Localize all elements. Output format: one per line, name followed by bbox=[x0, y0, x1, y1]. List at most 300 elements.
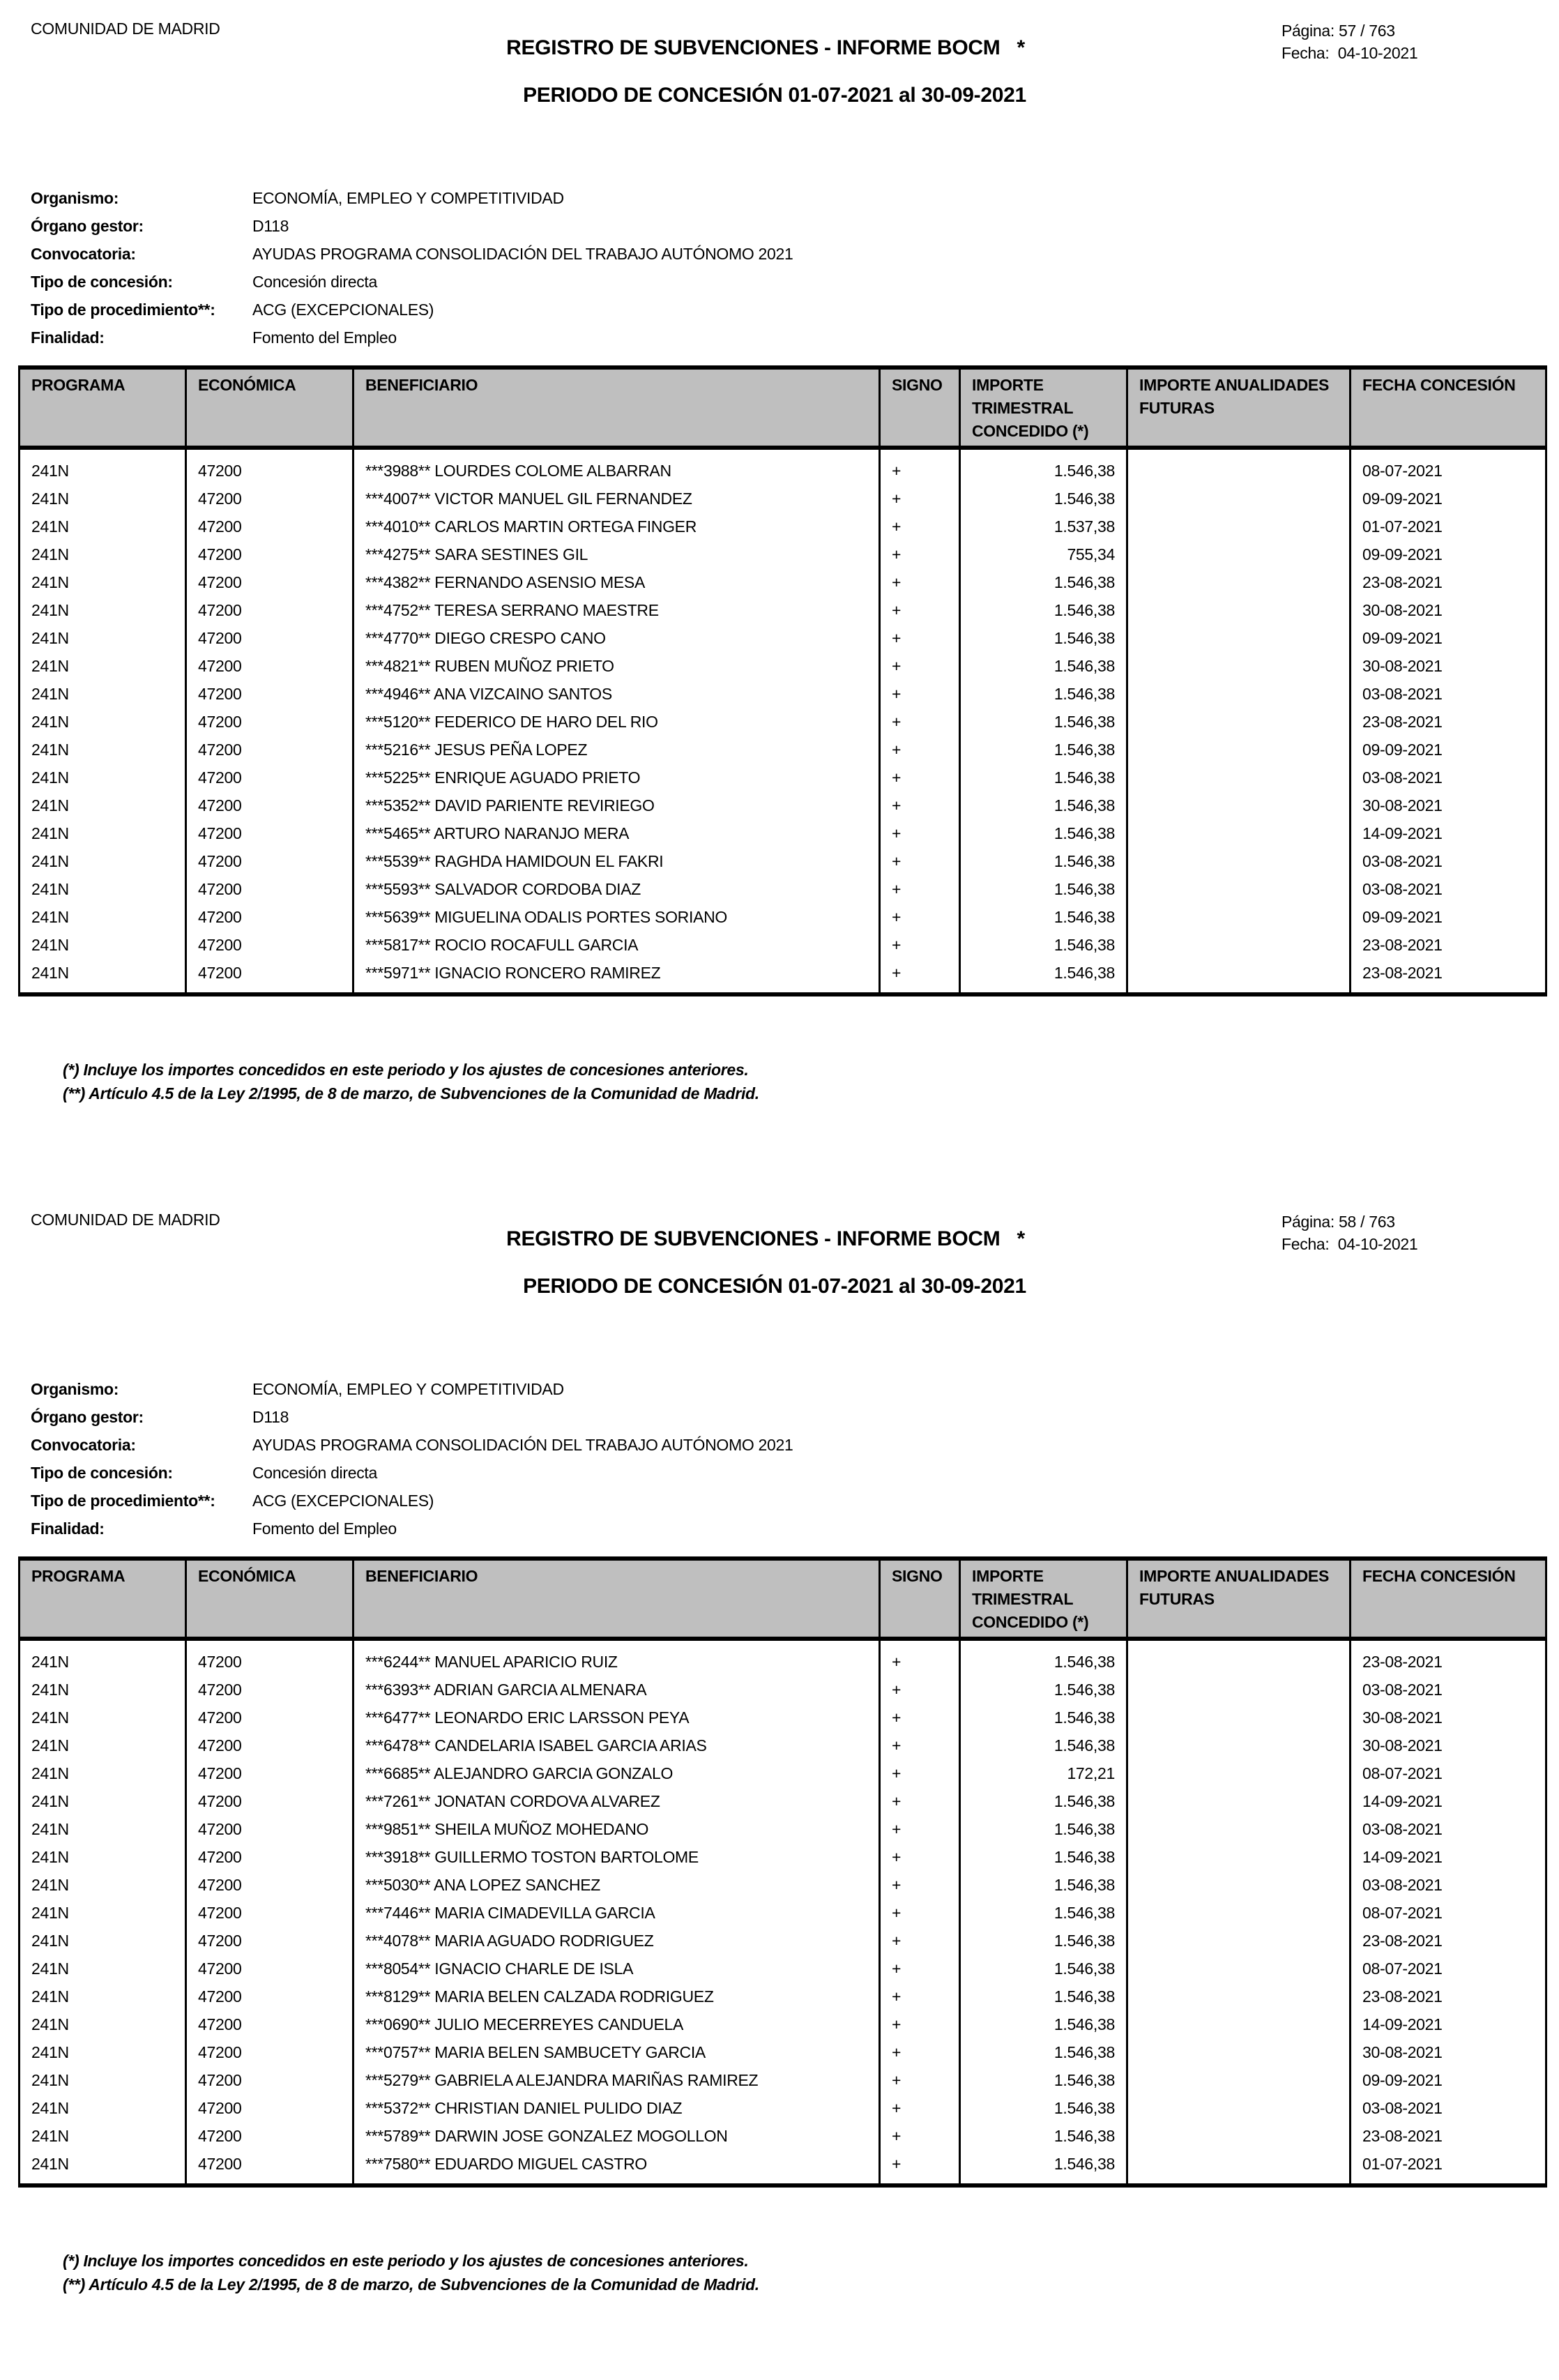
table-row bbox=[20, 485, 1546, 513]
col-fecha-concesion: 03-08-2021 bbox=[1351, 764, 1546, 791]
col-fecha-concesion: 09-09-2021 bbox=[1351, 540, 1546, 568]
col-importe-futuras bbox=[1127, 1927, 1351, 1955]
spacer-cell bbox=[960, 2178, 1127, 2185]
col-programa: 241N bbox=[20, 596, 186, 624]
meta-convocatoria bbox=[31, 1431, 793, 1459]
col-beneficiario: ***5279** GABRIELA ALEJANDRA MARIÑAS RAMIREZ bbox=[353, 2066, 880, 2094]
page-info bbox=[1282, 1211, 1417, 1255]
table-row bbox=[20, 680, 1546, 708]
col-beneficiario: ***6685** ALEJANDRO GARCIA GONZALO bbox=[353, 1759, 880, 1787]
table-row bbox=[20, 2122, 1546, 2150]
col-signo: + bbox=[880, 903, 960, 931]
organization-name: COMUNIDAD DE MADRID bbox=[31, 1211, 220, 1229]
table-row bbox=[20, 652, 1546, 680]
col-programa: 241N bbox=[20, 1983, 186, 2010]
col-fecha-concesion: 30-08-2021 bbox=[1351, 596, 1546, 624]
meta-label: Tipo de procedimiento**: bbox=[31, 301, 215, 319]
col-importe-futuras bbox=[1127, 652, 1351, 680]
col-beneficiario: ***0757** MARIA BELEN SAMBUCETY GARCIA bbox=[353, 2038, 880, 2066]
table-row bbox=[20, 1927, 1546, 1955]
col-signo: + bbox=[880, 1676, 960, 1704]
meta-finalidad bbox=[31, 324, 793, 351]
meta-tipo-concesion bbox=[31, 268, 793, 296]
col-importe-futuras bbox=[1127, 764, 1351, 791]
col-programa: 241N bbox=[20, 1955, 186, 1983]
col-fecha-concesion: 09-09-2021 bbox=[1351, 624, 1546, 652]
meta-tipo-procedimiento bbox=[31, 1487, 793, 1515]
col-beneficiario: ***0690** JULIO MECERREYES CANDUELA bbox=[353, 2010, 880, 2038]
col-fecha-concesion: 30-08-2021 bbox=[1351, 1731, 1546, 1759]
spacer-cell bbox=[1351, 2178, 1546, 2185]
col-beneficiario: ***5639** MIGUELINA ODALIS PORTES SORIANO bbox=[353, 903, 880, 931]
spacer-cell bbox=[186, 987, 353, 994]
col-importe-futuras bbox=[1127, 624, 1351, 652]
col-importe-futuras bbox=[1127, 1639, 1351, 1676]
col-importe-futuras bbox=[1127, 1843, 1351, 1871]
col-programa: 241N bbox=[20, 1639, 186, 1676]
header-col-beneficiario: BENEFICIARIO bbox=[353, 367, 880, 448]
col-signo: + bbox=[880, 680, 960, 708]
table-row bbox=[20, 2150, 1546, 2178]
table-row bbox=[20, 568, 1546, 596]
col-beneficiario: ***5216** JESUS PEÑA LOPEZ bbox=[353, 736, 880, 764]
col-importe-trimestral: 1.546,38 bbox=[960, 2150, 1127, 2178]
col-beneficiario: ***5352** DAVID PARIENTE REVIRIEGO bbox=[353, 791, 880, 819]
col-fecha-concesion: 01-07-2021 bbox=[1351, 513, 1546, 540]
col-signo: + bbox=[880, 1787, 960, 1815]
concession-period-text: PERIODO DE CONCESIÓN 01-07-2021 al 30-09-2021 bbox=[523, 1275, 1026, 1298]
table-row bbox=[20, 791, 1546, 819]
spacer-cell bbox=[1127, 2178, 1351, 2185]
col-importe-trimestral: 1.546,38 bbox=[960, 448, 1127, 485]
report-title-text: REGISTRO DE SUBVENCIONES - INFORME BOCM * bbox=[506, 1227, 1025, 1250]
col-importe-trimestral: 1.546,38 bbox=[960, 2038, 1127, 2066]
col-importe-futuras bbox=[1127, 1704, 1351, 1731]
col-importe-trimestral: 755,34 bbox=[960, 540, 1127, 568]
col-importe-trimestral: 1.546,38 bbox=[960, 1955, 1127, 1983]
col-beneficiario: ***5817** ROCIO ROCAFULL GARCIA bbox=[353, 931, 880, 959]
table-row bbox=[20, 736, 1546, 764]
col-economica: 47200 bbox=[186, 1759, 353, 1787]
col-importe-futuras bbox=[1127, 513, 1351, 540]
col-beneficiario: ***4946** ANA VIZCAINO SANTOS bbox=[353, 680, 880, 708]
col-economica: 47200 bbox=[186, 736, 353, 764]
col-importe-trimestral: 1.546,38 bbox=[960, 736, 1127, 764]
col-signo: + bbox=[880, 652, 960, 680]
col-fecha-concesion: 23-08-2021 bbox=[1351, 1927, 1546, 1955]
col-economica: 47200 bbox=[186, 1676, 353, 1704]
col-economica: 47200 bbox=[186, 2038, 353, 2066]
col-fecha-concesion: 08-07-2021 bbox=[1351, 1955, 1546, 1983]
table-row bbox=[20, 596, 1546, 624]
table-row bbox=[20, 1704, 1546, 1731]
col-programa: 241N bbox=[20, 1731, 186, 1759]
header-col-fecha-concesion: FECHA CONCESIÓN bbox=[1351, 367, 1546, 448]
col-signo: + bbox=[880, 931, 960, 959]
col-signo: + bbox=[880, 596, 960, 624]
col-importe-trimestral: 1.546,38 bbox=[960, 791, 1127, 819]
col-signo: + bbox=[880, 1731, 960, 1759]
meta-finalidad bbox=[31, 1515, 793, 1543]
table-row bbox=[20, 1759, 1546, 1787]
col-importe-futuras bbox=[1127, 875, 1351, 903]
table-row bbox=[20, 2094, 1546, 2122]
col-fecha-concesion: 03-08-2021 bbox=[1351, 1815, 1546, 1843]
report-date-value: 04-10-2021 bbox=[1337, 44, 1418, 62]
meta-value: D118 bbox=[252, 1408, 289, 1426]
col-programa: 241N bbox=[20, 1815, 186, 1843]
spacer-cell bbox=[1351, 987, 1546, 994]
col-programa: 241N bbox=[20, 1759, 186, 1787]
col-importe-futuras bbox=[1127, 1871, 1351, 1899]
col-fecha-concesion: 14-09-2021 bbox=[1351, 1787, 1546, 1815]
col-economica: 47200 bbox=[186, 568, 353, 596]
col-importe-trimestral: 172,21 bbox=[960, 1759, 1127, 1787]
col-fecha-concesion: 23-08-2021 bbox=[1351, 1983, 1546, 2010]
col-beneficiario: ***5120** FEDERICO DE HARO DEL RIO bbox=[353, 708, 880, 736]
spacer-cell bbox=[186, 2178, 353, 2185]
col-importe-trimestral: 1.546,38 bbox=[960, 1983, 1127, 2010]
header-col-programa: PROGRAMA bbox=[20, 367, 186, 448]
col-importe-futuras bbox=[1127, 1731, 1351, 1759]
col-beneficiario: ***4078** MARIA AGUADO RODRIGUEZ bbox=[353, 1927, 880, 1955]
footnotes bbox=[63, 2249, 759, 2296]
col-importe-futuras bbox=[1127, 959, 1351, 987]
meta-value: AYUDAS PROGRAMA CONSOLIDACIÓN DEL TRABAJO AUTÓNOMO 2021 bbox=[252, 1436, 793, 1454]
col-beneficiario: ***6477** LEONARDO ERIC LARSSON PEYA bbox=[353, 1704, 880, 1731]
spacer-cell bbox=[353, 2178, 880, 2185]
col-importe-trimestral: 1.546,38 bbox=[960, 596, 1127, 624]
col-signo: + bbox=[880, 819, 960, 847]
page-number-label: Página: bbox=[1282, 1213, 1334, 1231]
footnote-procedimiento: (**) Artículo 4.5 de la Ley 2/1995, de 8 de marzo, de Subvenciones de la Comunidad de Madrid. bbox=[63, 1084, 759, 1102]
table-body bbox=[20, 448, 1546, 994]
col-beneficiario: ***4010** CARLOS MARTIN ORTEGA FINGER bbox=[353, 513, 880, 540]
col-signo: + bbox=[880, 2038, 960, 2066]
col-importe-futuras bbox=[1127, 903, 1351, 931]
col-importe-trimestral: 1.546,38 bbox=[960, 652, 1127, 680]
col-economica: 47200 bbox=[186, 540, 353, 568]
table-row bbox=[20, 2038, 1546, 2066]
col-beneficiario: ***6478** CANDELARIA ISABEL GARCIA ARIAS bbox=[353, 1731, 880, 1759]
table-header-row bbox=[20, 367, 1546, 448]
concession-period bbox=[0, 84, 1559, 107]
col-importe-futuras bbox=[1127, 736, 1351, 764]
col-importe-futuras bbox=[1127, 791, 1351, 819]
col-importe-trimestral: 1.546,38 bbox=[960, 764, 1127, 791]
col-importe-trimestral: 1.546,38 bbox=[960, 959, 1127, 987]
meta-convocatoria bbox=[31, 240, 793, 268]
col-programa: 241N bbox=[20, 624, 186, 652]
col-beneficiario: ***7261** JONATAN CORDOVA ALVAREZ bbox=[353, 1787, 880, 1815]
table-row bbox=[20, 513, 1546, 540]
table-row bbox=[20, 1639, 1546, 1676]
col-beneficiario: ***4752** TERESA SERRANO MAESTRE bbox=[353, 596, 880, 624]
col-beneficiario: ***8129** MARIA BELEN CALZADA RODRIGUEZ bbox=[353, 1983, 880, 2010]
page-number-label: Página: bbox=[1282, 22, 1334, 40]
table-row bbox=[20, 2066, 1546, 2094]
report-date-label: Fecha: bbox=[1282, 1235, 1330, 1253]
concession-period bbox=[0, 1275, 1559, 1298]
col-importe-trimestral: 1.546,38 bbox=[960, 819, 1127, 847]
col-importe-trimestral: 1.546,38 bbox=[960, 903, 1127, 931]
col-programa: 241N bbox=[20, 764, 186, 791]
col-economica: 47200 bbox=[186, 959, 353, 987]
col-importe-trimestral: 1.546,38 bbox=[960, 1731, 1127, 1759]
col-economica: 47200 bbox=[186, 708, 353, 736]
col-beneficiario: ***5971** IGNACIO RONCERO RAMIREZ bbox=[353, 959, 880, 987]
col-importe-trimestral: 1.546,38 bbox=[960, 680, 1127, 708]
meta-label: Tipo de concesión: bbox=[31, 273, 173, 291]
header-col-importe-futuras: IMPORTE ANUALIDADES FUTURAS bbox=[1127, 1559, 1351, 1639]
col-signo: + bbox=[880, 448, 960, 485]
col-importe-trimestral: 1.546,38 bbox=[960, 875, 1127, 903]
col-programa: 241N bbox=[20, 1871, 186, 1899]
col-economica: 47200 bbox=[186, 448, 353, 485]
col-programa: 241N bbox=[20, 708, 186, 736]
table-row bbox=[20, 1955, 1546, 1983]
col-beneficiario: ***3918** GUILLERMO TOSTON BARTOLOME bbox=[353, 1843, 880, 1871]
col-signo: + bbox=[880, 540, 960, 568]
table-row bbox=[20, 903, 1546, 931]
col-beneficiario: ***5465** ARTURO NARANJO MERA bbox=[353, 819, 880, 847]
table-row bbox=[20, 819, 1546, 847]
col-signo: + bbox=[880, 1927, 960, 1955]
col-importe-futuras bbox=[1127, 680, 1351, 708]
col-signo: + bbox=[880, 764, 960, 791]
meta-value: ACG (EXCEPCIONALES) bbox=[252, 1492, 434, 1510]
col-fecha-concesion: 08-07-2021 bbox=[1351, 448, 1546, 485]
col-programa: 241N bbox=[20, 847, 186, 875]
table-body bbox=[20, 1639, 1546, 2185]
meta-label: Organismo: bbox=[31, 189, 119, 207]
col-signo: + bbox=[880, 1955, 960, 1983]
col-signo: + bbox=[880, 2094, 960, 2122]
col-importe-trimestral: 1.546,38 bbox=[960, 1815, 1127, 1843]
col-importe-futuras bbox=[1127, 540, 1351, 568]
table-row bbox=[20, 764, 1546, 791]
table-row bbox=[20, 708, 1546, 736]
table-row bbox=[20, 1871, 1546, 1899]
col-fecha-concesion: 03-08-2021 bbox=[1351, 2094, 1546, 2122]
col-beneficiario: ***4382** FERNANDO ASENSIO MESA bbox=[353, 568, 880, 596]
col-beneficiario: ***9851** SHEILA MUÑOZ MOHEDANO bbox=[353, 1815, 880, 1843]
page-number bbox=[1282, 1211, 1417, 1233]
col-fecha-concesion: 30-08-2021 bbox=[1351, 791, 1546, 819]
col-fecha-concesion: 14-09-2021 bbox=[1351, 1843, 1546, 1871]
meta-label: Tipo de procedimiento**: bbox=[31, 1492, 215, 1510]
col-economica: 47200 bbox=[186, 1787, 353, 1815]
col-importe-trimestral: 1.546,38 bbox=[960, 1871, 1127, 1899]
col-programa: 241N bbox=[20, 2066, 186, 2094]
col-fecha-concesion: 03-08-2021 bbox=[1351, 847, 1546, 875]
meta-value: Concesión directa bbox=[252, 273, 378, 291]
col-economica: 47200 bbox=[186, 485, 353, 513]
table-row bbox=[20, 1787, 1546, 1815]
col-signo: + bbox=[880, 1639, 960, 1676]
col-programa: 241N bbox=[20, 485, 186, 513]
col-programa: 241N bbox=[20, 819, 186, 847]
col-programa: 241N bbox=[20, 1843, 186, 1871]
col-importe-trimestral: 1.546,38 bbox=[960, 1927, 1127, 1955]
header-col-fecha-concesion: FECHA CONCESIÓN bbox=[1351, 1559, 1546, 1639]
col-fecha-concesion: 03-08-2021 bbox=[1351, 680, 1546, 708]
col-importe-futuras bbox=[1127, 1759, 1351, 1787]
table-header-row bbox=[20, 1559, 1546, 1639]
header-col-importe-trimestral: IMPORTE TRIMESTRAL CONCEDIDO (*) bbox=[960, 1559, 1127, 1639]
report-page-2 bbox=[0, 1191, 1559, 2380]
page-info bbox=[1282, 20, 1417, 64]
header-col-beneficiario: BENEFICIARIO bbox=[353, 1559, 880, 1639]
col-importe-trimestral: 1.546,38 bbox=[960, 1704, 1127, 1731]
col-programa: 241N bbox=[20, 1704, 186, 1731]
col-signo: + bbox=[880, 1871, 960, 1899]
report-date bbox=[1282, 42, 1417, 64]
col-importe-trimestral: 1.546,38 bbox=[960, 847, 1127, 875]
col-programa: 241N bbox=[20, 1676, 186, 1704]
col-economica: 47200 bbox=[186, 2094, 353, 2122]
meta-value: Fomento del Empleo bbox=[252, 1519, 397, 1538]
meta-label: Convocatoria: bbox=[31, 1436, 136, 1454]
col-importe-futuras bbox=[1127, 568, 1351, 596]
col-economica: 47200 bbox=[186, 931, 353, 959]
meta-label: Órgano gestor: bbox=[31, 1408, 144, 1426]
page-number-value: 57 / 763 bbox=[1339, 22, 1395, 40]
col-economica: 47200 bbox=[186, 903, 353, 931]
col-fecha-concesion: 23-08-2021 bbox=[1351, 959, 1546, 987]
col-fecha-concesion: 23-08-2021 bbox=[1351, 708, 1546, 736]
col-importe-trimestral: 1.546,38 bbox=[960, 1787, 1127, 1815]
meta-label: Tipo de concesión: bbox=[31, 1464, 173, 1482]
col-importe-futuras bbox=[1127, 2150, 1351, 2178]
table-row bbox=[20, 847, 1546, 875]
col-beneficiario: ***7580** EDUARDO MIGUEL CASTRO bbox=[353, 2150, 880, 2178]
col-importe-futuras bbox=[1127, 1787, 1351, 1815]
col-importe-futuras bbox=[1127, 1899, 1351, 1927]
grants-table-grid bbox=[18, 1556, 1547, 2188]
col-economica: 47200 bbox=[186, 847, 353, 875]
col-beneficiario: ***4007** VICTOR MANUEL GIL FERNANDEZ bbox=[353, 485, 880, 513]
col-programa: 241N bbox=[20, 931, 186, 959]
col-programa: 241N bbox=[20, 2094, 186, 2122]
col-fecha-concesion: 30-08-2021 bbox=[1351, 1704, 1546, 1731]
meta-organo-gestor bbox=[31, 1403, 793, 1431]
grants-table bbox=[18, 1556, 1545, 2188]
meta-label: Finalidad: bbox=[31, 328, 105, 347]
table-row bbox=[20, 540, 1546, 568]
col-signo: + bbox=[880, 1843, 960, 1871]
col-signo: + bbox=[880, 959, 960, 987]
col-importe-futuras bbox=[1127, 819, 1351, 847]
header-col-importe-trimestral: IMPORTE TRIMESTRAL CONCEDIDO (*) bbox=[960, 367, 1127, 448]
col-beneficiario: ***7446** MARIA CIMADEVILLA GARCIA bbox=[353, 1899, 880, 1927]
col-importe-futuras bbox=[1127, 448, 1351, 485]
col-fecha-concesion: 01-07-2021 bbox=[1351, 2150, 1546, 2178]
col-importe-futuras bbox=[1127, 2010, 1351, 2038]
col-fecha-concesion: 30-08-2021 bbox=[1351, 652, 1546, 680]
footnotes bbox=[63, 1058, 759, 1105]
col-fecha-concesion: 23-08-2021 bbox=[1351, 931, 1546, 959]
col-economica: 47200 bbox=[186, 624, 353, 652]
page-number bbox=[1282, 20, 1417, 42]
table-row bbox=[20, 931, 1546, 959]
col-beneficiario: ***5225** ENRIQUE AGUADO PRIETO bbox=[353, 764, 880, 791]
table-row bbox=[20, 1843, 1546, 1871]
col-programa: 241N bbox=[20, 959, 186, 987]
col-economica: 47200 bbox=[186, 1927, 353, 1955]
footnote-importe: (*) Incluye los importes concedidos en este periodo y los ajustes de concesiones anteriores. bbox=[63, 2252, 749, 2270]
col-importe-futuras bbox=[1127, 1815, 1351, 1843]
col-importe-trimestral: 1.546,38 bbox=[960, 708, 1127, 736]
col-signo: + bbox=[880, 708, 960, 736]
col-beneficiario: ***4770** DIEGO CRESPO CANO bbox=[353, 624, 880, 652]
col-fecha-concesion: 23-08-2021 bbox=[1351, 2122, 1546, 2150]
grant-metadata bbox=[31, 184, 793, 351]
col-fecha-concesion: 30-08-2021 bbox=[1351, 2038, 1546, 2066]
meta-label: Convocatoria: bbox=[31, 245, 136, 263]
col-importe-futuras bbox=[1127, 1676, 1351, 1704]
col-programa: 241N bbox=[20, 1927, 186, 1955]
col-importe-trimestral: 1.546,38 bbox=[960, 1843, 1127, 1871]
col-programa: 241N bbox=[20, 652, 186, 680]
col-importe-trimestral: 1.546,38 bbox=[960, 2066, 1127, 2094]
col-programa: 241N bbox=[20, 791, 186, 819]
col-importe-trimestral: 1.546,38 bbox=[960, 568, 1127, 596]
col-economica: 47200 bbox=[186, 2066, 353, 2094]
meta-value: ACG (EXCEPCIONALES) bbox=[252, 301, 434, 319]
col-programa: 241N bbox=[20, 903, 186, 931]
col-importe-futuras bbox=[1127, 485, 1351, 513]
meta-organo-gestor bbox=[31, 212, 793, 240]
page-number-value: 58 / 763 bbox=[1339, 1213, 1395, 1231]
col-beneficiario: ***4821** RUBEN MUÑOZ PRIETO bbox=[353, 652, 880, 680]
col-beneficiario: ***5539** RAGHDA HAMIDOUN EL FAKRI bbox=[353, 847, 880, 875]
col-importe-trimestral: 1.546,38 bbox=[960, 485, 1127, 513]
grants-table bbox=[18, 365, 1545, 996]
meta-value: ECONOMÍA, EMPLEO Y COMPETITIVIDAD bbox=[252, 1380, 564, 1398]
spacer-cell bbox=[1127, 987, 1351, 994]
col-fecha-concesion: 09-09-2021 bbox=[1351, 903, 1546, 931]
footnote-importe: (*) Incluye los importes concedidos en este periodo y los ajustes de concesiones anteriores. bbox=[63, 1061, 749, 1079]
col-fecha-concesion: 23-08-2021 bbox=[1351, 568, 1546, 596]
meta-label: Órgano gestor: bbox=[31, 217, 144, 235]
col-signo: + bbox=[880, 1704, 960, 1731]
col-fecha-concesion: 03-08-2021 bbox=[1351, 875, 1546, 903]
col-economica: 47200 bbox=[186, 513, 353, 540]
col-importe-futuras bbox=[1127, 2066, 1351, 2094]
col-economica: 47200 bbox=[186, 1815, 353, 1843]
col-signo: + bbox=[880, 736, 960, 764]
col-economica: 47200 bbox=[186, 680, 353, 708]
col-signo: + bbox=[880, 568, 960, 596]
col-importe-trimestral: 1.537,38 bbox=[960, 513, 1127, 540]
col-importe-trimestral: 1.546,38 bbox=[960, 1899, 1127, 1927]
meta-tipo-concesion bbox=[31, 1459, 793, 1487]
table-row bbox=[20, 875, 1546, 903]
col-programa: 241N bbox=[20, 513, 186, 540]
col-beneficiario: ***4275** SARA SESTINES GIL bbox=[353, 540, 880, 568]
col-programa: 241N bbox=[20, 680, 186, 708]
col-importe-trimestral: 1.546,38 bbox=[960, 931, 1127, 959]
col-signo: + bbox=[880, 624, 960, 652]
table-row bbox=[20, 1815, 1546, 1843]
col-economica: 47200 bbox=[186, 2122, 353, 2150]
table-bottom-spacer bbox=[20, 987, 1546, 994]
col-signo: + bbox=[880, 485, 960, 513]
table-row bbox=[20, 448, 1546, 485]
spacer-cell bbox=[20, 2178, 186, 2185]
col-fecha-concesion: 23-08-2021 bbox=[1351, 1639, 1546, 1676]
